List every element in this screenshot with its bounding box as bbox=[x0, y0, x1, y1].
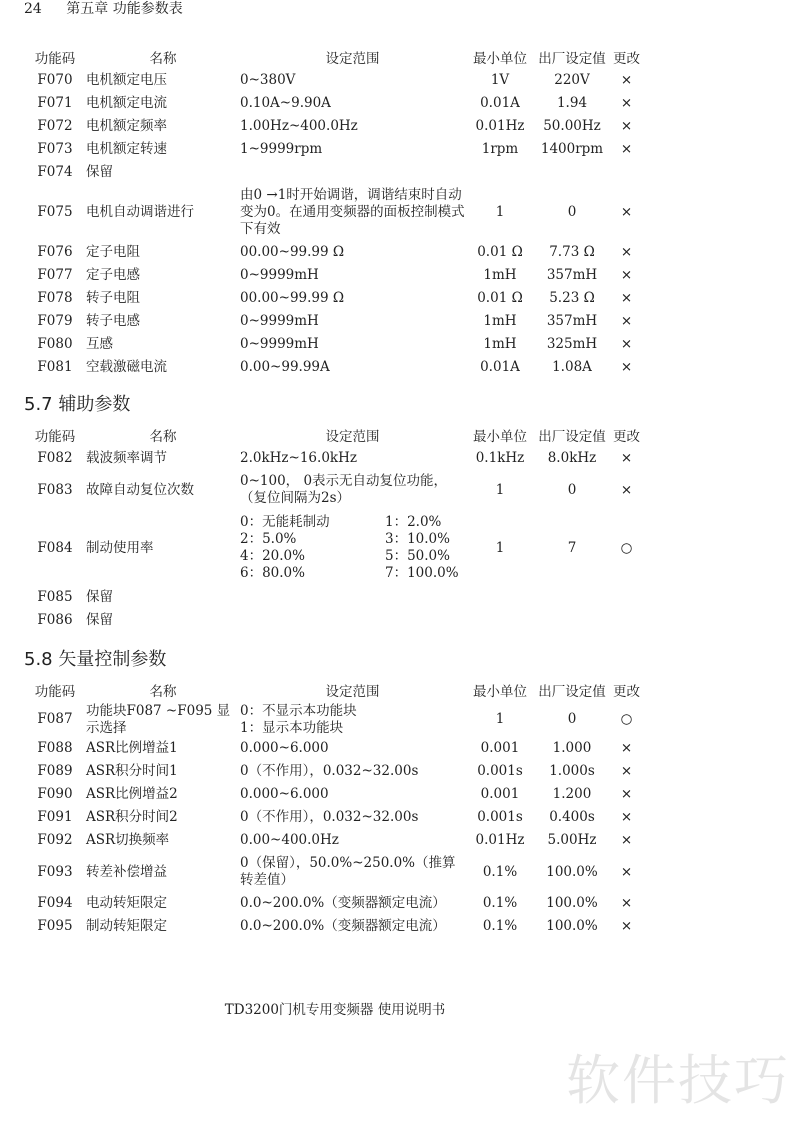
option-item: 7：100.0% bbox=[385, 565, 459, 581]
cell-default: 1.94 bbox=[556, 95, 588, 111]
cell-code: F093 bbox=[37, 863, 73, 880]
cell-default: 0 bbox=[567, 711, 577, 727]
section-title-vector-control: 5.8 矢量控制参数 bbox=[24, 649, 167, 670]
cell-mod: × bbox=[620, 918, 633, 934]
cell-default: 1400rpm bbox=[540, 141, 604, 157]
cell-mod: × bbox=[620, 336, 633, 352]
cell-default: 357mH bbox=[546, 313, 598, 329]
cell-default: 1.200 bbox=[552, 786, 592, 802]
cell-code: F080 bbox=[37, 336, 73, 352]
table-header-row bbox=[24, 45, 644, 69]
cell-name: 故障自动复位次数 bbox=[86, 481, 194, 498]
cell-default: 1.08A bbox=[552, 359, 592, 375]
cell-default: 0 bbox=[567, 204, 577, 220]
cell-default: 1.000 bbox=[552, 740, 592, 756]
table-row bbox=[24, 161, 644, 184]
cell-range: 0：不显示本功能块 1：显示本功能块 bbox=[240, 702, 357, 736]
cell-mod: × bbox=[620, 95, 633, 111]
column-header: 出厂设定值 bbox=[538, 684, 606, 700]
cell-code: F092 bbox=[37, 832, 73, 848]
cell-name: 电机额定电流 bbox=[86, 95, 167, 111]
cell-code: F076 bbox=[37, 244, 73, 260]
cell-range: 0（不作用），0.032~32.00s bbox=[240, 809, 419, 825]
cell-mod: × bbox=[620, 141, 633, 157]
cell-code: F071 bbox=[37, 95, 73, 111]
cell-default bbox=[535, 609, 609, 632]
column-header: 功能码 bbox=[34, 51, 76, 67]
cell-mod: × bbox=[620, 863, 633, 880]
table-row bbox=[24, 287, 644, 310]
cell-code: F090 bbox=[37, 786, 73, 802]
cell-default: 357mH bbox=[546, 267, 598, 283]
table-row bbox=[24, 264, 644, 287]
cell-range bbox=[240, 586, 465, 609]
cell-range: 0~100， 0表示无自动复位功能，（复位间隔为2s） bbox=[240, 473, 448, 506]
cell-code: F073 bbox=[37, 141, 73, 157]
table-row bbox=[24, 586, 644, 609]
cell-range: 00.00~99.99 Ω bbox=[240, 244, 345, 260]
cell-name: 转子电感 bbox=[86, 313, 140, 329]
cell-unit: 0.01Hz bbox=[475, 118, 525, 134]
cell-code: F072 bbox=[37, 118, 73, 134]
cell-mod: × bbox=[620, 832, 633, 848]
cell-range bbox=[240, 609, 465, 632]
option-item: 4：20.0% bbox=[240, 548, 305, 564]
cell-range: 0（不作用），0.032~32.00s bbox=[240, 763, 419, 779]
cell-code: F094 bbox=[37, 895, 73, 911]
cell-range: 0（保留），50.0%~250.0%（推算转差值） bbox=[240, 855, 456, 888]
cell-name: 功能块F087 ~F095 显示选择 bbox=[86, 702, 231, 736]
cell-code: F077 bbox=[37, 267, 73, 283]
column-header: 更改 bbox=[613, 429, 640, 445]
table-header-row bbox=[24, 678, 644, 702]
table-row bbox=[24, 829, 644, 852]
column-header: 最小单位 bbox=[473, 429, 527, 445]
cell-range: 0.00~400.0Hz bbox=[240, 832, 339, 848]
cell-unit: 1V bbox=[490, 72, 510, 88]
table-row bbox=[24, 760, 644, 783]
cell-unit bbox=[465, 161, 535, 184]
cell-name: 定子电感 bbox=[86, 267, 140, 283]
cell-default: 7.73 Ω bbox=[549, 244, 595, 260]
cell-mod: × bbox=[620, 118, 633, 134]
cell-code: F095 bbox=[37, 918, 73, 934]
cell-range: 由0 →1时开始调谐，调谐结束时自动变为0。在通用变频器的面板控制模式下有效 bbox=[240, 187, 465, 237]
cell-mod: × bbox=[620, 450, 633, 466]
cell-default: 5.23 Ω bbox=[549, 290, 595, 306]
cell-range: 0~380V bbox=[240, 72, 296, 88]
cell-mod: × bbox=[620, 204, 633, 220]
cell-range: 2.0kHz~16.0kHz bbox=[240, 450, 357, 466]
cell-name: ASR比例增益2 bbox=[86, 786, 178, 802]
page-header bbox=[24, 0, 183, 18]
table-row bbox=[24, 115, 644, 138]
cell-name: 电机自动调谐进行 bbox=[86, 204, 194, 220]
cell-name: ASR积分时间2 bbox=[86, 809, 178, 825]
cell-unit: 0.1kHz bbox=[475, 450, 525, 466]
cell-unit: 0.01A bbox=[480, 359, 520, 375]
cell-name: 电机额定转速 bbox=[86, 141, 167, 157]
option-item: 6：80.0% bbox=[240, 565, 305, 581]
cell-mod: × bbox=[620, 267, 633, 283]
option-item: 5：50.0% bbox=[385, 548, 450, 564]
cell-mod: × bbox=[620, 740, 633, 756]
cell-code: F086 bbox=[37, 612, 73, 628]
cell-unit: 0.001s bbox=[477, 763, 523, 779]
cell-range: 0.00~99.99A bbox=[240, 359, 330, 375]
cell-range: 1~9999rpm bbox=[240, 141, 323, 157]
cell-unit: 1mH bbox=[483, 336, 517, 352]
column-header: 设定范围 bbox=[325, 51, 380, 67]
cell-code: F079 bbox=[37, 313, 73, 329]
cell-unit: 0.1% bbox=[482, 863, 518, 880]
cell-name: 空载激磁电流 bbox=[86, 359, 167, 375]
column-header: 功能码 bbox=[34, 684, 76, 700]
table-row bbox=[24, 184, 644, 241]
column-header: 功能码 bbox=[34, 429, 76, 445]
option-list bbox=[240, 510, 465, 586]
cell-name: 保留 bbox=[86, 589, 113, 605]
cell-mod: × bbox=[620, 244, 633, 260]
cell-range: 00.00~99.99 Ω bbox=[240, 290, 345, 306]
cell-mod: × bbox=[620, 72, 633, 88]
cell-unit: 1 bbox=[495, 711, 505, 727]
cell-code: F088 bbox=[37, 740, 73, 756]
column-header: 最小单位 bbox=[473, 684, 527, 700]
column-header: 名称 bbox=[149, 51, 177, 67]
chapter-title: 第五章 功能参数表 bbox=[66, 1, 183, 17]
cell-range: 0.000~6.000 bbox=[240, 740, 329, 756]
cell-default bbox=[535, 586, 609, 609]
column-header: 最小单位 bbox=[473, 51, 527, 67]
table-row bbox=[24, 737, 644, 760]
column-header: 出厂设定值 bbox=[538, 429, 606, 445]
cell-mod: × bbox=[620, 895, 633, 911]
cell-name: 电机额定电压 bbox=[86, 72, 167, 88]
table-row bbox=[24, 241, 644, 264]
cell-unit: 1 bbox=[495, 539, 505, 556]
table-row bbox=[24, 702, 644, 737]
cell-range: 1.00Hz~400.0Hz bbox=[240, 118, 358, 134]
cell-unit: 1rpm bbox=[481, 141, 519, 157]
cell-unit: 0.001 bbox=[480, 786, 520, 802]
cell-name: 电机额定频率 bbox=[86, 118, 167, 134]
column-header: 名称 bbox=[149, 429, 177, 445]
table-row bbox=[24, 310, 644, 333]
cell-code: F083 bbox=[37, 481, 73, 498]
cell-default: 1.000s bbox=[549, 763, 595, 779]
cell-default: 100.0% bbox=[546, 895, 598, 911]
column-header: 设定范围 bbox=[325, 684, 380, 700]
cell-code: F087 bbox=[37, 711, 73, 727]
cell-code: F070 bbox=[37, 72, 73, 88]
cell-mod: × bbox=[620, 763, 633, 779]
cell-mod bbox=[609, 609, 644, 632]
cell-default: 220V bbox=[554, 72, 590, 88]
cell-range: 0~9999mH bbox=[240, 313, 319, 329]
cell-unit: 0.01A bbox=[480, 95, 520, 111]
table-row bbox=[24, 609, 644, 632]
cell-name: 互感 bbox=[86, 336, 113, 352]
option-item: 0：无能耗制动 bbox=[240, 514, 330, 530]
cell-range: 0~9999mH bbox=[240, 267, 319, 283]
table-row bbox=[24, 356, 644, 379]
cell-default: 5.00Hz bbox=[547, 832, 597, 848]
cell-unit: 0.01Hz bbox=[475, 832, 525, 848]
cell-range: 0~9999mH bbox=[240, 336, 319, 352]
table-row bbox=[24, 806, 644, 829]
table-row bbox=[24, 92, 644, 115]
cell-unit: 0.001 bbox=[480, 740, 520, 756]
cell-default: 0 bbox=[567, 481, 577, 498]
cell-unit: 0.1% bbox=[482, 918, 518, 934]
table-row bbox=[24, 852, 644, 892]
column-header: 设定范围 bbox=[325, 429, 380, 445]
cell-name: 制动转矩限定 bbox=[86, 918, 167, 934]
cell-code: F075 bbox=[37, 204, 73, 220]
option-item: 1：2.0% bbox=[385, 514, 442, 530]
table-row bbox=[24, 69, 644, 92]
cell-mod: × bbox=[620, 313, 633, 329]
column-header: 名称 bbox=[149, 684, 177, 700]
param-table-auxiliary bbox=[24, 423, 644, 632]
cell-code: F091 bbox=[37, 809, 73, 825]
cell-code: F078 bbox=[37, 290, 73, 306]
column-header: 更改 bbox=[613, 51, 640, 67]
cell-default: 0.400s bbox=[549, 809, 595, 825]
cell-code: F082 bbox=[37, 450, 73, 466]
option-item: 2：5.0% bbox=[240, 531, 297, 547]
cell-default: 100.0% bbox=[546, 863, 598, 880]
cell-name: ASR比例增益1 bbox=[86, 740, 178, 756]
cell-name: 保留 bbox=[86, 164, 113, 180]
cell-mod: ○ bbox=[620, 539, 633, 556]
watermark: 软件技巧 bbox=[566, 1049, 790, 1112]
column-header: 出厂设定值 bbox=[538, 51, 606, 67]
cell-mod: × bbox=[620, 809, 633, 825]
cell-default bbox=[535, 161, 609, 184]
table-header-row bbox=[24, 423, 644, 447]
option-item: 3：10.0% bbox=[385, 531, 450, 547]
cell-default: 7 bbox=[567, 539, 577, 556]
cell-name: 定子电阻 bbox=[86, 244, 140, 260]
cell-name: 转差补偿增益 bbox=[86, 863, 167, 880]
cell-unit: 0.1% bbox=[482, 895, 518, 911]
cell-unit: 0.001s bbox=[477, 809, 523, 825]
param-table-basic bbox=[24, 45, 644, 379]
cell-default: 8.0kHz bbox=[547, 450, 597, 466]
cell-code: F089 bbox=[37, 763, 73, 779]
cell-code: F074 bbox=[37, 164, 73, 180]
cell-range: 0.0~200.0%（变频器额定电流） bbox=[240, 918, 446, 934]
cell-unit bbox=[465, 586, 535, 609]
cell-mod: × bbox=[620, 786, 633, 802]
page-footer: TD3200门机专用变频器 使用说明书 bbox=[224, 1002, 446, 1018]
cell-name: 保留 bbox=[86, 612, 113, 628]
cell-unit: 1mH bbox=[483, 267, 517, 283]
cell-range bbox=[240, 161, 465, 184]
cell-mod bbox=[609, 161, 644, 184]
cell-name: 电动转矩限定 bbox=[86, 895, 167, 911]
cell-mod: × bbox=[620, 359, 633, 375]
cell-name: 制动使用率 bbox=[86, 539, 154, 556]
table-row bbox=[24, 447, 644, 470]
table-row bbox=[24, 510, 644, 586]
page-number: 24 bbox=[24, 1, 42, 17]
cell-mod bbox=[609, 586, 644, 609]
table-row bbox=[24, 783, 644, 806]
cell-unit: 1 bbox=[495, 204, 505, 220]
cell-mod: × bbox=[620, 290, 633, 306]
cell-unit: 1 bbox=[495, 481, 505, 498]
section-title-auxiliary: 5.7 辅助参数 bbox=[24, 394, 131, 415]
cell-default: 100.0% bbox=[546, 918, 598, 934]
cell-name: 转子电阻 bbox=[86, 290, 140, 306]
cell-range: 0.000~6.000 bbox=[240, 786, 329, 802]
cell-name: 载波频率调节 bbox=[86, 450, 167, 466]
cell-range: 0.10A~9.90A bbox=[240, 95, 331, 111]
cell-mod: ○ bbox=[620, 711, 633, 727]
cell-code: F085 bbox=[37, 589, 73, 605]
cell-unit bbox=[465, 609, 535, 632]
table-row bbox=[24, 470, 644, 510]
param-table-vector-control bbox=[24, 678, 644, 938]
table-row bbox=[24, 915, 644, 938]
cell-code: F081 bbox=[37, 359, 73, 375]
table-row bbox=[24, 138, 644, 161]
column-header: 更改 bbox=[613, 684, 640, 700]
cell-unit: 0.01 Ω bbox=[477, 290, 523, 306]
cell-name: ASR积分时间1 bbox=[86, 763, 178, 779]
cell-default: 50.00Hz bbox=[543, 118, 601, 134]
cell-unit: 1mH bbox=[483, 313, 517, 329]
table-row bbox=[24, 333, 644, 356]
cell-unit: 0.01 Ω bbox=[477, 244, 523, 260]
cell-mod: × bbox=[620, 481, 633, 498]
cell-name: ASR切换频率 bbox=[86, 832, 170, 848]
table-row bbox=[24, 892, 644, 915]
cell-code: F084 bbox=[37, 539, 73, 556]
cell-range: 0.0~200.0%（变频器额定电流） bbox=[240, 895, 446, 911]
cell-default: 325mH bbox=[546, 336, 598, 352]
